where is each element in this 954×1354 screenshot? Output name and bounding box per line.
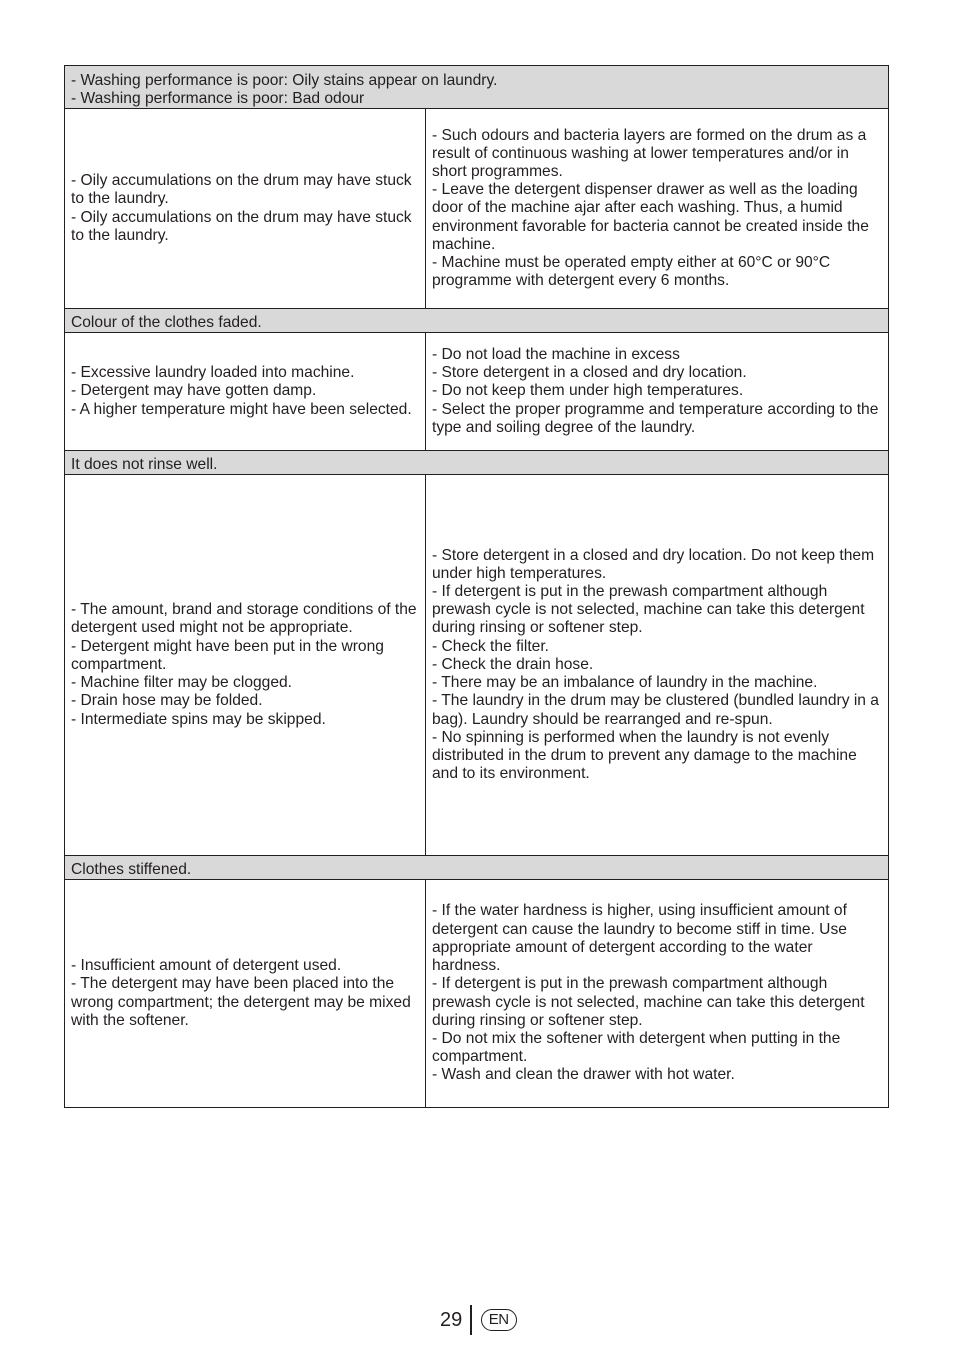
problem-header-row bbox=[65, 451, 889, 475]
problem-detail-row bbox=[65, 475, 889, 856]
solution-cell: - If the water hardness is higher, using insufficient amount of detergent can cause the laundry to become stiff in time. Use appropriate amount of detergent according to the water hardness. - If detergent is put in the prewash compartment although prewash cycle is not selected, machine can take this detergent during rinsing or softener step. - Do not mix the softener with detergent when putting in the compartment. - Wash and clean the drawer with hot water. bbox=[426, 880, 889, 1108]
solution-cell: - Store detergent in a closed and dry location. Do not keep them under high temperatures. - If detergent is put in the prewash compartment although prewash cycle is not selected, machine can take this detergent during rinsing or softener step. - Check the filter. - Check the drain hose. - There may be an imbalance of laundry in the machine. - The laundry in the drum may be clustered (bundled laundry in a bag). Laundry should be rearranged and re-spun. - No spinning is performed when the laundry is not evenly distributed in the drum to prevent any damage to the machine and to its environment. bbox=[426, 475, 889, 856]
cause-cell: - Insufficient amount of detergent used. - The detergent may have been placed into the wrong compartment; the detergent may be mixed with the softener. bbox=[65, 880, 426, 1108]
cause-cell: - Excessive laundry loaded into machine. - Detergent may have gotten damp. - A higher temperature might have been selected. bbox=[65, 333, 426, 451]
cause-cell: - The amount, brand and storage conditions of the detergent used might not be appropriate. - Detergent might have been put in the wrong compartment. - Machine filter may be clogged. - Drain hose may be folded. - Intermediate spins may be skipped. bbox=[65, 475, 426, 856]
problem-header-row bbox=[65, 66, 889, 109]
problem-header: Clothes stiffened. bbox=[65, 856, 889, 880]
page-number: 29 bbox=[440, 1308, 463, 1331]
language-badge: EN bbox=[481, 1309, 517, 1331]
problem-header: It does not rinse well. bbox=[65, 451, 889, 475]
problem-header: Colour of the clothes faded. bbox=[65, 309, 889, 333]
problem-header-row bbox=[65, 856, 889, 880]
solution-cell: - Do not load the machine in excess - Store detergent in a closed and dry location. - Do not keep them under high temperatures. - Select the proper programme and temperature according to the type and soiling degree of the laundry. bbox=[426, 333, 889, 451]
problem-detail-row bbox=[65, 109, 889, 309]
problem-header: - Washing performance is poor: Oily stains appear on laundry. - Washing performance is poor: Bad odour bbox=[65, 66, 889, 109]
solution-cell: - Such odours and bacteria layers are formed on the drum as a result of continuous washing at lower temperatures and/or in short programmes. - Leave the detergent dispenser drawer as well as the loading door of the machine ajar after each washing. Thus, a humid environment favorable for bacteria cannot be created inside the machine. - Machine must be operated empty either at 60°C or 90°C programme with detergent every 6 months. bbox=[426, 109, 889, 309]
cause-cell: - Oily accumulations on the drum may have stuck to the laundry. - Oily accumulations on the drum may have stuck to the laundry. bbox=[65, 109, 426, 309]
troubleshooting-table bbox=[64, 65, 889, 1108]
page-footer bbox=[440, 1304, 517, 1336]
problem-header-row bbox=[65, 309, 889, 333]
problem-detail-row bbox=[65, 333, 889, 451]
problem-detail-row bbox=[65, 880, 889, 1108]
footer-divider bbox=[470, 1305, 472, 1335]
